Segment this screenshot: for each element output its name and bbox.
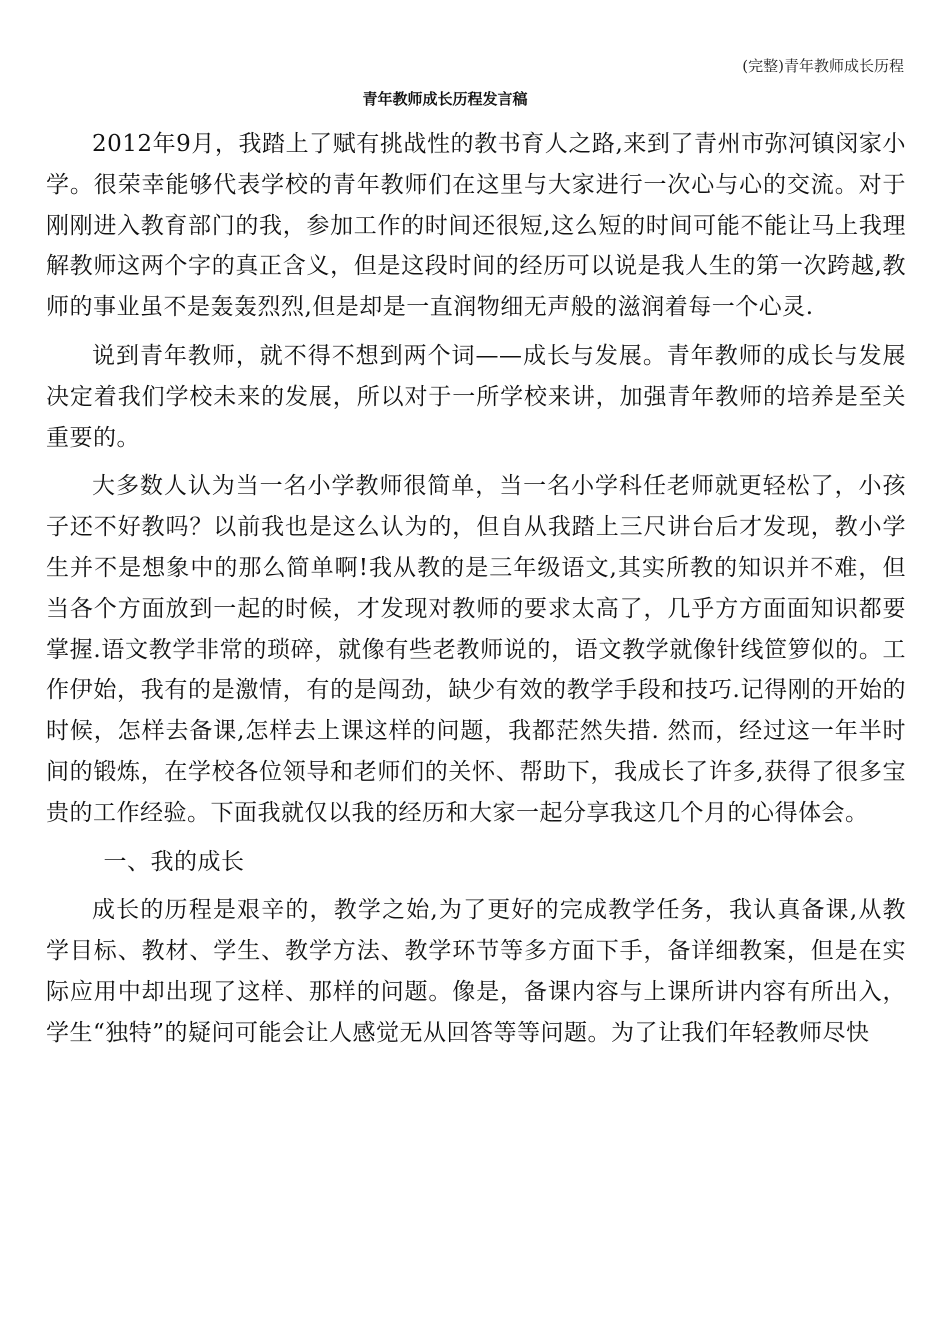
document-title: 青年教师成长历程发言稿 [362, 90, 528, 108]
paragraph: 大多数人认为当一名小学教师很简单，当一名小学科任老师就更轻松了，小孩子还不好教吗？以前我也是这么认为的，但自从我踏上三尺讲台后才发现，教小学生并不是想象中的那么简单啊!我从教的是三年级语文,其实所教的知识并不难，但当各个方面放到一起的时候，才发现对教师的要求太高了，几乎方方面面知识都要掌握.语文教学非常的琐碎，就像有些老教师说的，语文教学就像针线笸箩似的。工作伊始，我有的是激情，有的是闯劲，缺少有效的教学手段和技巧.记得刚的开始的时候，怎样去备课,怎样去上课这样的问题，我都茫然失措. 然而，经过这一年半时间的锻炼，在学校各位领导和老师们的关怀、帮助下，我成长了许多,获得了很多宝贵的工作经验。下面我就仅以我的经历和大家一起分享我这几个月的心得体会。 [46, 473, 906, 826]
section-heading: 一、我的成长 [103, 848, 245, 875]
paragraph: 成长的历程是艰辛的，教学之始,为了更好的完成教学任务，我认真备课,从教学目标、教材、学生、教学方法、教学环节等多方面下手，备详细教案，但是在实际应用中却出现了这样、那样的问题。像是，备课内容与上课所讲内容有所出入，学生“独特”的疑问可能会让人感觉无从回答等等问题。为了让我们年轻教师尽快 [46, 897, 906, 1046]
paragraph: 2012年9月，我踏上了赋有挑战性的教书育人之路,来到了青州市弥河镇闵家小学。很荣幸能够代表学校的青年教师们在这里与大家进行一次心与心的交流。对于刚刚进入教育部门的我，参加工作的时间还很短,这么短的时间可能不能让马上我理解教师这两个字的真正含义，但是这段时间的经历可以说是我人生的第一次跨越,教师的事业虽不是轰轰烈烈,但是却是一直润物细无声般的滋润着每一个心灵. [46, 131, 906, 321]
running-header: (完整)青年教师成长历程 [742, 57, 904, 75]
paragraph: 说到青年教师，就不得不想到两个词——成长与发展。青年教师的成长与发展决定着我们学校未来的发展，所以对于一所学校来讲，加强青年教师的培养是至关重要的。 [46, 342, 906, 451]
document-body [46, 124, 906, 1054]
